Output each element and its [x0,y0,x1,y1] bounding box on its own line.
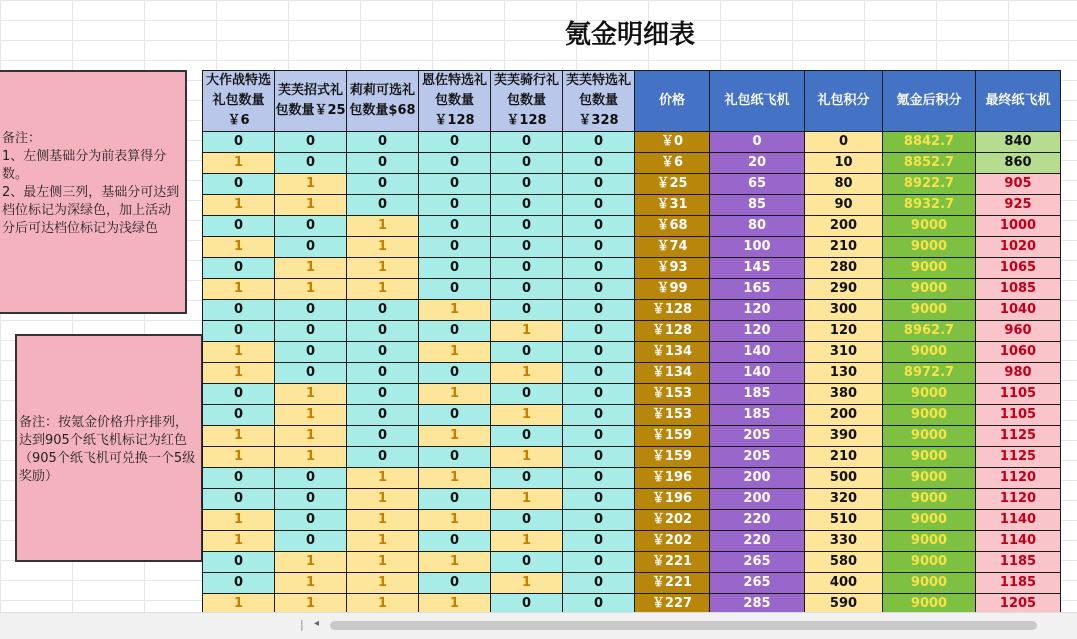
cell-final-planes[interactable]: 840 [976,132,1061,153]
cell-count-68[interactable]: 0 [347,195,419,216]
cell-after-points[interactable]: 8852.7 [883,153,976,174]
table-row [203,321,1061,342]
table-row [203,195,1061,216]
cell-planes[interactable]: 145 [710,258,805,279]
cell-price[interactable]: ￥153 [635,405,710,426]
table-row [203,405,1061,426]
cell-count-128a[interactable]: 0 [419,321,491,342]
cell-count-68[interactable]: 0 [347,447,419,468]
table-row [203,573,1061,594]
cell-final-planes[interactable]: 925 [976,195,1061,216]
cell-final-planes[interactable]: 1040 [976,300,1061,321]
cell-count-328[interactable]: 0 [563,153,635,174]
cell-after-points[interactable]: 8962.7 [883,321,976,342]
note-box-1[interactable] [0,70,187,314]
cell-planes[interactable]: 200 [710,468,805,489]
cell-count-128a[interactable]: 0 [419,195,491,216]
cell-price[interactable]: ￥31 [635,195,710,216]
cell-points[interactable]: 590 [805,594,883,615]
cell-final-planes[interactable]: 1105 [976,405,1061,426]
cell-count-328[interactable]: 0 [563,321,635,342]
cell-count-6[interactable]: 1 [203,426,275,447]
cell-after-points[interactable]: 9000 [883,300,976,321]
cell-final-planes[interactable]: 1205 [976,594,1061,615]
cell-count-128b[interactable]: 0 [491,237,563,258]
cell-count-128b[interactable]: 1 [491,363,563,384]
cell-count-128b[interactable]: 0 [491,300,563,321]
cell-final-planes[interactable]: 1125 [976,447,1061,468]
cell-count-68[interactable]: 1 [347,510,419,531]
cell-count-6[interactable]: 0 [203,384,275,405]
table-row [203,384,1061,405]
cell-final-planes[interactable]: 1105 [976,384,1061,405]
cell-count-128a[interactable]: 1 [419,594,491,615]
cell-count-328[interactable]: 0 [563,300,635,321]
cell-final-planes[interactable]: 960 [976,321,1061,342]
cell-points[interactable]: 0 [805,132,883,153]
cell-planes[interactable]: 185 [710,405,805,426]
cell-count-128a[interactable]: 0 [419,279,491,300]
cell-points[interactable]: 320 [805,489,883,510]
cell-count-25[interactable]: 1 [275,174,347,195]
cell-after-points[interactable]: 9000 [883,384,976,405]
cell-count-328[interactable]: 0 [563,468,635,489]
cell-price[interactable]: ￥159 [635,447,710,468]
cell-after-points[interactable]: 9000 [883,342,976,363]
cell-price[interactable]: ￥6 [635,153,710,174]
cell-points[interactable]: 210 [805,237,883,258]
cell-final-planes[interactable]: 1120 [976,468,1061,489]
cell-count-128b[interactable]: 1 [491,531,563,552]
cell-count-25[interactable]: 1 [275,279,347,300]
cell-final-planes[interactable]: 1140 [976,531,1061,552]
recharge-table [202,70,1061,636]
cell-count-6[interactable]: 1 [203,447,275,468]
cell-count-128a[interactable]: 0 [419,153,491,174]
cell-count-128b[interactable]: 0 [491,426,563,447]
cell-final-planes[interactable]: 905 [976,174,1061,195]
cell-count-6[interactable]: 0 [203,300,275,321]
cell-count-25[interactable]: 0 [275,510,347,531]
cell-count-328[interactable]: 0 [563,447,635,468]
cell-after-points[interactable]: 8922.7 [883,174,976,195]
cell-count-6[interactable]: 0 [203,321,275,342]
cell-points[interactable]: 120 [805,321,883,342]
cell-count-25[interactable]: 0 [275,300,347,321]
cell-count-128b[interactable]: 1 [491,447,563,468]
cell-price[interactable]: ￥159 [635,426,710,447]
header-cell-0[interactable]: 大作战特选礼包数量￥6 [203,71,275,132]
cell-price[interactable]: ￥25 [635,174,710,195]
cell-planes[interactable]: 165 [710,279,805,300]
cell-count-68[interactable]: 0 [347,405,419,426]
cell-count-128b[interactable]: 0 [491,510,563,531]
cell-count-128a[interactable]: 0 [419,216,491,237]
cell-price[interactable]: ￥221 [635,573,710,594]
cell-final-planes[interactable]: 1140 [976,510,1061,531]
cell-count-25[interactable]: 1 [275,447,347,468]
cell-planes[interactable]: 20 [710,153,805,174]
table-row [203,258,1061,279]
table-row [203,447,1061,468]
cell-planes[interactable]: 85 [710,195,805,216]
cell-price[interactable]: ￥128 [635,321,710,342]
header-cell-price[interactable]: 价格 [635,71,710,132]
table-row [203,552,1061,573]
cell-after-points[interactable]: 9000 [883,531,976,552]
cell-count-128a[interactable]: 1 [419,552,491,573]
cell-count-25[interactable]: 0 [275,489,347,510]
cell-price[interactable]: ￥74 [635,237,710,258]
table-row [203,153,1061,174]
cell-after-points[interactable]: 9000 [883,510,976,531]
cell-count-25[interactable]: 0 [275,237,347,258]
table-row [203,237,1061,258]
header-cell-points[interactable]: 礼包积分 [805,71,883,132]
cell-price[interactable]: ￥134 [635,363,710,384]
cell-planes[interactable]: 285 [710,594,805,615]
table-row [203,300,1061,321]
cell-count-328[interactable]: 0 [563,237,635,258]
header-cell-2[interactable]: 莉莉可选礼包数量$68 [347,71,419,132]
cell-count-128a[interactable]: 1 [419,468,491,489]
cell-count-328[interactable]: 0 [563,342,635,363]
cell-count-6[interactable]: 1 [203,363,275,384]
cell-count-68[interactable]: 0 [347,342,419,363]
cell-count-25[interactable]: 1 [275,426,347,447]
cell-count-68[interactable]: 0 [347,174,419,195]
cell-count-25[interactable]: 1 [275,195,347,216]
cell-planes[interactable]: 265 [710,573,805,594]
table-row [203,132,1061,153]
cell-count-128a[interactable]: 1 [419,342,491,363]
cell-planes[interactable]: 220 [710,510,805,531]
cell-count-328[interactable]: 0 [563,279,635,300]
header-cell-4[interactable]: 芙芙骑行礼包数量￥128 [491,71,563,132]
table-row [203,363,1061,384]
header-cell-1[interactable]: 芙芙招式礼包数量￥25 [275,71,347,132]
note-text-2: 备注：按氪金价格升序排列，达到905个纸飞机标记为红色（905个纸飞机可兑换一个5级奖励） [19,415,196,484]
cell-count-128b[interactable]: 0 [491,174,563,195]
cell-points[interactable]: 200 [805,405,883,426]
cell-count-128a[interactable]: 0 [419,447,491,468]
header-cell-final-planes[interactable]: 最终纸飞机 [976,71,1061,132]
table-row [203,279,1061,300]
cell-after-points[interactable]: 9000 [883,594,976,615]
cell-count-328[interactable]: 0 [563,258,635,279]
cell-count-25[interactable]: 0 [275,216,347,237]
cell-count-68[interactable]: 1 [347,489,419,510]
cell-count-328[interactable]: 0 [563,384,635,405]
cell-count-128b[interactable]: 0 [491,279,563,300]
cell-count-328[interactable]: 0 [563,216,635,237]
header-cell-5[interactable]: 芙芙特选礼包数量￥328 [563,71,635,132]
cell-count-25[interactable]: 1 [275,405,347,426]
cell-count-6[interactable]: 1 [203,531,275,552]
cell-after-points[interactable]: 9000 [883,489,976,510]
cell-count-6[interactable]: 0 [203,216,275,237]
cell-count-128b[interactable]: 0 [491,216,563,237]
header-row [203,71,1061,132]
cell-points[interactable]: 580 [805,552,883,573]
table-row [203,426,1061,447]
cell-planes[interactable]: 120 [710,321,805,342]
cell-price[interactable]: ￥68 [635,216,710,237]
table-row [203,216,1061,237]
cell-count-6[interactable]: 1 [203,237,275,258]
cell-count-6[interactable]: 0 [203,132,275,153]
cell-price[interactable]: ￥128 [635,300,710,321]
cell-count-128a[interactable]: 1 [419,300,491,321]
cell-points[interactable]: 400 [805,573,883,594]
cell-planes[interactable]: 205 [710,426,805,447]
cell-count-6[interactable]: 0 [203,573,275,594]
cell-final-planes[interactable]: 1000 [976,216,1061,237]
cell-points[interactable]: 90 [805,195,883,216]
cell-final-planes[interactable]: 1085 [976,279,1061,300]
cell-count-68[interactable]: 0 [347,153,419,174]
cell-after-points[interactable]: 9000 [883,573,976,594]
cell-price[interactable]: ￥221 [635,552,710,573]
cell-final-planes[interactable]: 980 [976,363,1061,384]
cell-count-6[interactable]: 0 [203,552,275,573]
cell-count-128a[interactable]: 0 [419,489,491,510]
cell-count-128b[interactable]: 0 [491,384,563,405]
cell-count-128b[interactable]: 1 [491,321,563,342]
cell-count-128b[interactable]: 0 [491,594,563,615]
cell-count-128a[interactable]: 0 [419,132,491,153]
cell-count-68[interactable]: 0 [347,321,419,342]
cell-count-68[interactable]: 0 [347,363,419,384]
cell-after-points[interactable]: 8972.7 [883,363,976,384]
cell-count-128b[interactable]: 1 [491,573,563,594]
cell-after-points[interactable]: 9000 [883,279,976,300]
cell-points[interactable]: 510 [805,510,883,531]
cell-count-128b[interactable]: 0 [491,195,563,216]
cell-count-6[interactable]: 1 [203,510,275,531]
cell-points[interactable]: 280 [805,258,883,279]
table-row [203,489,1061,510]
cell-count-128a[interactable]: 0 [419,237,491,258]
cell-planes[interactable]: 140 [710,342,805,363]
cell-after-points[interactable]: 9000 [883,258,976,279]
cell-count-25[interactable]: 0 [275,468,347,489]
scrollbar-thumb[interactable] [330,621,1037,630]
cell-final-planes[interactable]: 1020 [976,237,1061,258]
cell-count-328[interactable]: 0 [563,363,635,384]
cell-count-128a[interactable]: 1 [419,384,491,405]
cell-count-6[interactable]: 1 [203,195,275,216]
cell-price[interactable]: ￥93 [635,258,710,279]
cell-final-planes[interactable]: 1060 [976,342,1061,363]
note-box-2[interactable] [15,334,203,562]
table-row [203,342,1061,363]
table-row [203,174,1061,195]
cell-count-128b[interactable]: 0 [491,342,563,363]
cell-planes[interactable]: 65 [710,174,805,195]
cell-count-328[interactable]: 0 [563,510,635,531]
cell-count-328[interactable]: 0 [563,552,635,573]
cell-price[interactable]: ￥202 [635,510,710,531]
cell-count-68[interactable]: 1 [347,531,419,552]
sheet-title: 氪金明细表 [564,20,695,50]
table-row [203,510,1061,531]
cell-count-68[interactable]: 1 [347,237,419,258]
cell-count-6[interactable]: 1 [203,594,275,615]
cell-count-128a[interactable]: 1 [419,426,491,447]
cell-count-328[interactable]: 0 [563,594,635,615]
cell-after-points[interactable]: 8932.7 [883,195,976,216]
cell-planes[interactable]: 0 [710,132,805,153]
cell-planes[interactable]: 220 [710,531,805,552]
cell-planes[interactable]: 140 [710,363,805,384]
cell-count-25[interactable]: 0 [275,531,347,552]
note-text-1: 备注： 1、左侧基础分为前表算得分数。 2、最左侧三列，基础分可达到档位标记为深绿色，加上活动分后可达档位标记为浅绿色 [2,131,180,236]
cell-count-128b[interactable]: 0 [491,552,563,573]
cell-count-328[interactable]: 0 [563,405,635,426]
cell-count-25[interactable]: 0 [275,321,347,342]
cell-count-128a[interactable]: 0 [419,573,491,594]
cell-count-328[interactable]: 0 [563,132,635,153]
cell-price[interactable]: ￥99 [635,279,710,300]
cell-count-6[interactable]: 0 [203,468,275,489]
cell-count-128b[interactable]: 1 [491,489,563,510]
cell-count-68[interactable]: 1 [347,468,419,489]
header-cell-3[interactable]: 恩佐特选礼包数量￥128 [419,71,491,132]
cell-count-6[interactable]: 1 [203,342,275,363]
cell-planes[interactable]: 205 [710,447,805,468]
cell-count-25[interactable]: 1 [275,258,347,279]
cell-final-planes[interactable]: 1185 [976,552,1061,573]
cell-points[interactable]: 200 [805,216,883,237]
cell-price[interactable]: ￥227 [635,594,710,615]
cell-points[interactable]: 80 [805,174,883,195]
cell-final-planes[interactable]: 1125 [976,426,1061,447]
cell-price[interactable]: ￥134 [635,342,710,363]
cell-count-128b[interactable]: 0 [491,258,563,279]
cell-planes[interactable]: 185 [710,384,805,405]
cell-after-points[interactable]: 9000 [883,405,976,426]
cell-count-328[interactable]: 0 [563,531,635,552]
cell-final-planes[interactable]: 1185 [976,573,1061,594]
cell-count-128a[interactable]: 1 [419,510,491,531]
header-cell-planes[interactable]: 礼包纸飞机 [710,71,805,132]
cell-price[interactable]: ￥0 [635,132,710,153]
cell-count-25[interactable]: 0 [275,363,347,384]
cell-final-planes[interactable]: 860 [976,153,1061,174]
cell-count-128b[interactable]: 0 [491,153,563,174]
cell-count-68[interactable]: 1 [347,258,419,279]
cell-count-68[interactable]: 1 [347,594,419,615]
cell-count-128a[interactable]: 0 [419,174,491,195]
cell-planes[interactable]: 100 [710,237,805,258]
cell-count-128a[interactable]: 0 [419,405,491,426]
cell-count-6[interactable]: 1 [203,279,275,300]
cell-planes[interactable]: 265 [710,552,805,573]
cell-count-6[interactable]: 0 [203,258,275,279]
cell-price[interactable]: ￥202 [635,531,710,552]
header-cell-after-points[interactable]: 氪金后积分 [883,71,976,132]
cell-after-points[interactable]: 9000 [883,426,976,447]
table-body [203,132,1061,636]
cell-points[interactable]: 500 [805,468,883,489]
scrollbar-separator: | [300,618,304,631]
cell-points[interactable]: 380 [805,384,883,405]
cell-points[interactable]: 330 [805,531,883,552]
cell-count-25[interactable]: 0 [275,342,347,363]
cell-planes[interactable]: 80 [710,216,805,237]
cell-points[interactable]: 130 [805,363,883,384]
cell-count-25[interactable]: 1 [275,594,347,615]
cell-points[interactable]: 310 [805,342,883,363]
cell-count-128b[interactable]: 0 [491,468,563,489]
scroll-left-arrow-icon[interactable]: ◂ [314,618,320,629]
cell-price[interactable]: ￥196 [635,468,710,489]
cell-count-6[interactable]: 0 [203,174,275,195]
cell-final-planes[interactable]: 1065 [976,258,1061,279]
cell-count-6[interactable]: 0 [203,405,275,426]
cell-after-points[interactable]: 8842.7 [883,132,976,153]
cell-count-68[interactable]: 0 [347,300,419,321]
cell-count-128b[interactable]: 1 [491,405,563,426]
cell-count-25[interactable]: 0 [275,153,347,174]
cell-points[interactable]: 300 [805,300,883,321]
cell-count-25[interactable]: 0 [275,132,347,153]
cell-after-points[interactable]: 9000 [883,237,976,258]
cell-after-points[interactable]: 9000 [883,216,976,237]
cell-count-68[interactable]: 0 [347,426,419,447]
table-row [203,531,1061,552]
cell-points[interactable]: 290 [805,279,883,300]
cell-after-points[interactable]: 9000 [883,468,976,489]
cell-count-25[interactable]: 1 [275,384,347,405]
cell-count-128a[interactable]: 0 [419,531,491,552]
cell-count-128a[interactable]: 0 [419,258,491,279]
cell-count-68[interactable]: 1 [347,279,419,300]
cell-points[interactable]: 210 [805,447,883,468]
cell-count-68[interactable]: 0 [347,132,419,153]
cell-count-128a[interactable]: 0 [419,363,491,384]
cell-count-328[interactable]: 0 [563,174,635,195]
cell-price[interactable]: ￥196 [635,489,710,510]
cell-count-68[interactable]: 1 [347,573,419,594]
cell-count-328[interactable]: 0 [563,573,635,594]
table-row [203,468,1061,489]
cell-count-25[interactable]: 1 [275,552,347,573]
cell-after-points[interactable]: 9000 [883,552,976,573]
cell-count-68[interactable]: 0 [347,384,419,405]
cell-count-68[interactable]: 1 [347,216,419,237]
cell-count-6[interactable]: 1 [203,153,275,174]
cell-count-328[interactable]: 0 [563,195,635,216]
cell-count-68[interactable]: 1 [347,552,419,573]
cell-final-planes[interactable]: 1120 [976,489,1061,510]
cell-planes[interactable]: 120 [710,300,805,321]
cell-count-328[interactable]: 0 [563,489,635,510]
cell-price[interactable]: ￥153 [635,384,710,405]
cell-planes[interactable]: 200 [710,489,805,510]
horizontal-scrollbar[interactable] [0,612,1077,639]
cell-points[interactable]: 390 [805,426,883,447]
cell-count-128b[interactable]: 0 [491,132,563,153]
cell-count-25[interactable]: 1 [275,573,347,594]
cell-after-points[interactable]: 9000 [883,447,976,468]
cell-points[interactable]: 10 [805,153,883,174]
cell-count-328[interactable]: 0 [563,426,635,447]
cell-count-6[interactable]: 0 [203,489,275,510]
